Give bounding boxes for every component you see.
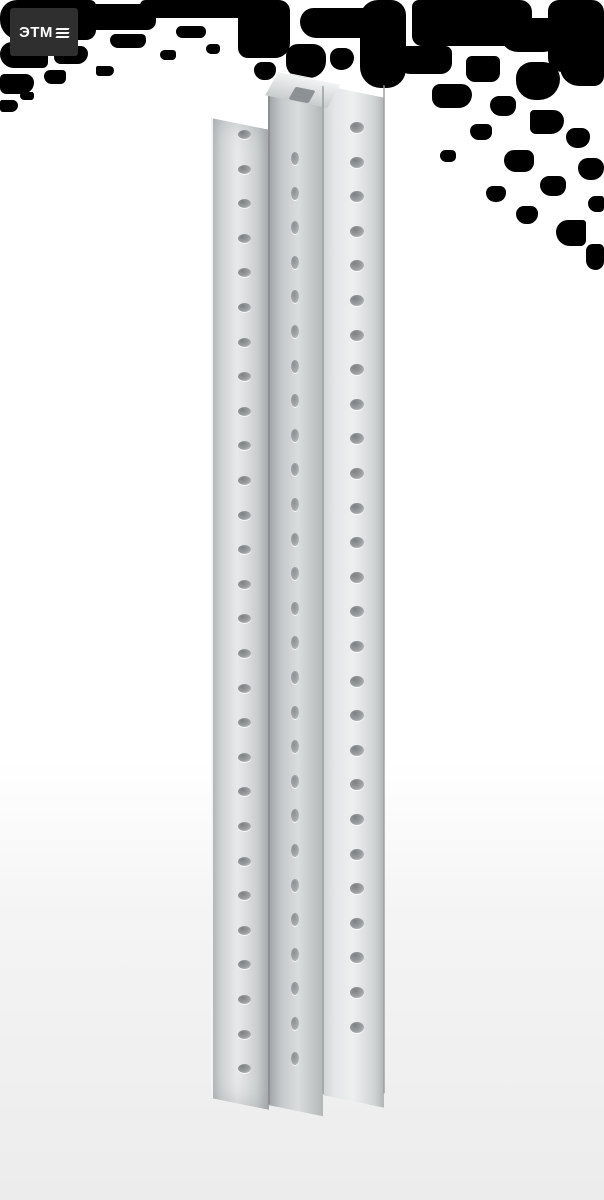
perforation-hole	[291, 879, 299, 892]
perforation-hole	[350, 399, 364, 410]
perforation-hole	[238, 130, 251, 139]
perforation-hole	[238, 407, 251, 416]
perforation-hole	[291, 1052, 299, 1065]
perforation-hole	[238, 753, 251, 762]
post-edge-highlight-d	[383, 85, 385, 1093]
perforation-hole	[291, 948, 299, 961]
post-edge-highlight-a	[211, 118, 213, 1098]
perforation-hole	[291, 152, 299, 165]
perforation-hole	[350, 1022, 364, 1033]
perforation-hole	[291, 706, 299, 719]
perforation-hole	[291, 256, 299, 269]
post-edge-highlight-c	[322, 86, 324, 1094]
perforation-hole	[291, 671, 299, 684]
perforation-hole	[350, 745, 364, 756]
perforation-hole	[350, 503, 364, 514]
perforation-hole	[350, 849, 364, 860]
perforation-hole	[350, 468, 364, 479]
perforation-hole	[350, 987, 364, 998]
perforation-hole	[291, 498, 299, 511]
perforation-hole	[350, 814, 364, 825]
perforation-hole	[238, 995, 251, 1004]
perforation-hole	[238, 476, 251, 485]
post-edge-highlight-b	[268, 96, 270, 1104]
perforation-hole	[291, 360, 299, 373]
perforation-hole	[291, 533, 299, 546]
perforation-hole	[238, 165, 251, 174]
perforation-hole	[291, 602, 299, 615]
perforation-hole	[350, 330, 364, 341]
perforation-hole	[350, 122, 364, 133]
perforation-hole	[238, 857, 251, 866]
perforation-hole	[238, 649, 251, 658]
perforation-hole	[238, 303, 251, 312]
perforation-hole	[291, 844, 299, 857]
perforation-hole	[350, 157, 364, 168]
watermark-logo	[10, 8, 78, 56]
perforation-hole	[291, 775, 299, 788]
perforation-hole	[291, 325, 299, 338]
perforation-hole	[291, 1017, 299, 1030]
perforation-hole	[238, 580, 251, 589]
perforation-hole	[350, 226, 364, 237]
perforation-hole	[238, 926, 251, 935]
perforation-hole	[238, 684, 251, 693]
watermark-text: ЭТМ	[19, 23, 53, 41]
perforation-hole	[350, 918, 364, 929]
perforation-hole	[238, 822, 251, 831]
arrow-lines-icon	[56, 26, 69, 39]
perforation-hole	[350, 295, 364, 306]
perforation-hole	[238, 234, 251, 243]
perforation-hole	[238, 338, 251, 347]
perforation-hole	[291, 187, 299, 200]
perforation-hole	[350, 572, 364, 583]
perforation-hole	[350, 676, 364, 687]
perforation-hole	[350, 641, 364, 652]
perforation-hole	[291, 429, 299, 442]
perforation-hole	[238, 511, 251, 520]
perforation-hole	[238, 1030, 251, 1039]
